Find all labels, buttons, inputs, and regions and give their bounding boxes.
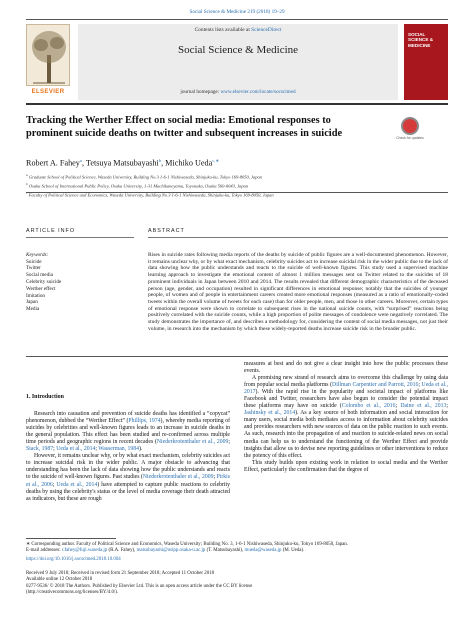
- author-affiliation-mark[interactable]: a: [79, 158, 82, 163]
- keyword-list: [26, 259, 126, 313]
- body-text: ;: [52, 481, 57, 488]
- abstract-bottom-divider: [26, 356, 448, 357]
- body-text: measures at best and do not give a clear insight into how the public processes these events.: [244, 361, 448, 375]
- keywords-heading: Keywords:: [26, 252, 49, 258]
- citation-link[interactable]: Dillman Carpentier and Parrott, 2016: [332, 382, 419, 389]
- article-info-heading: ARTICLE INFO: [26, 228, 76, 234]
- affiliation-text: Faculty of Political Science and Economics, Waseda University, Building No.3 1-6-1 Nishiwaseda, Shinjuku-ku, Tokyo 169-8050, Japan: [27, 192, 274, 198]
- keyword: Social media: [26, 272, 53, 279]
- article-title: Tracking the Werther Effect on social media: Emotional responses to prominent suicide deaths on twitter and subsequent increases in suicide: [26, 115, 343, 139]
- citation-link[interactable]: Pirkis et al., 2006: [26, 474, 230, 488]
- affiliation-text: Graduate School of Political Science, Waseda University, Building No.3 1-6-1 Nishiwaseda, Shinjuku-ku, Tokyo 169-8050, Japan: [27, 174, 262, 180]
- keyword: Werther effect: [26, 285, 56, 292]
- body-text: ).: [139, 446, 143, 453]
- footnotes: [26, 542, 448, 555]
- footnote-rule: [26, 538, 116, 539]
- keyword: Japan: [26, 299, 38, 306]
- body-paragraph: [26, 453, 230, 502]
- crossmark-label: Check for updates: [396, 136, 424, 140]
- section-title-introduction: 1. Introduction: [26, 394, 64, 400]
- elsevier-tree-icon: [26, 24, 70, 86]
- citation-link[interactable]: Niederkrotenthaler et al., 2009: [142, 474, 214, 481]
- body-column-right: [244, 361, 448, 474]
- email-link[interactable]: mueda@waseda.jp: [244, 548, 282, 554]
- author-list: [26, 158, 446, 168]
- affiliation: [26, 172, 446, 181]
- abstract-rule: [148, 237, 448, 238]
- citation-link[interactable]: Daine et al., 2013: [400, 403, 447, 410]
- abstract-text: Rises in suicide rates following media reports of the deaths by suicide of public figures are a well-documented phenomenon. However, it remains unclear why, or by what exact mechanism, celebrity suicides act to increase suicidal risk in the wider public due to the lack of data showing how the public understands and reacts to the suicide of well-known figures. This study used a supervised machine learning approach to investigate the emotional content of almost 1 million messages sent on Twitter related to the suicides of 18 prominent individuals in Japan between 2010 and 2014. The results revealed that different demographic characteristics of the deceased person (age, gender, and occupation) resulted in significant differences in emotional response; notably that the suicides of younger people, of women and of people in entertainment careers created more emotional responses (measured as a ratio of emotionally-coded tweets within the overall volume of tweets for each case) than for older people, men, and those in other careers. Moreover, certain types of emotional response were shown to correlate to subsequent rises in the national suicide counts, with “surprised” reactions being positively correlated with the suicide counts, while a high proportion of polite messages of condolence were negatively correlated. The study demonstrates the importance of, and describes a methodology for, considering the content of social media messages, not just their volume, in research into the mechanism by which these widely-reported deaths increase suicide risk in the broader public.: [148, 252, 448, 332]
- running-head: Social Science & Medicine 219 (2018) 19–29: [189, 9, 285, 15]
- body-text: ;: [446, 403, 448, 410]
- body-text: ), whereby media reporting of suicides by celebrities and well-known figures leads to an increase in suicide deaths in the general population. This effect has been studied and re-confirmed across multiple time periods and geographic regions in recent decades (: [26, 418, 230, 446]
- keyword: Imitation: [26, 292, 46, 299]
- author-name: Robert A. Fahey: [26, 158, 80, 168]
- email-prefix: E-mail addresses:: [26, 548, 62, 554]
- author-affiliation-mark[interactable]: b: [158, 158, 162, 163]
- citation-link[interactable]: Niederkrotenthaler et al., 2009: [156, 439, 229, 446]
- body-text: ;: [213, 474, 217, 481]
- email-owner: (T. Matsubayashi),: [205, 548, 245, 554]
- doi-link[interactable]: https://doi.org/10.1016/j.socscimed.2018.10.004: [26, 557, 121, 562]
- date-line: Received 9 July 2018; Received in revised form 21 September 2018; Accepted 11 October 2018: [26, 571, 215, 576]
- citation-link[interactable]: Jashinsky et al., 2014: [244, 410, 296, 417]
- keyword: Twitter: [26, 265, 41, 272]
- citation-link[interactable]: Stack, 1987: [26, 446, 54, 453]
- homepage-line: [78, 89, 398, 95]
- body-paragraph: [244, 361, 448, 375]
- body-text: ;: [95, 446, 99, 453]
- body-paragraph: [244, 460, 448, 474]
- body-text: A promising new strand of research aims to overcome this challenge by using data from popular social media platforms (: [244, 375, 448, 389]
- body-text: ;: [53, 446, 57, 453]
- affiliation-list: [26, 172, 446, 199]
- contents-line: [78, 27, 398, 33]
- affiliation-mark: c: [26, 191, 28, 196]
- body-text: ;: [228, 439, 230, 446]
- body-text: ). With the rapid rise in the popularity and societal impact of platforms like Facebook and Twitter, researchers have also begun to consider the potential impact these platforms may have on suicide (: [244, 389, 448, 410]
- date-line: (http://creativecommons.org/licenses/BY/4.0/).: [26, 590, 119, 596]
- body-text: ). As a key source of both information and social interaction for many users, social media both mediates access to information about celebrity suicides and provides researchers with new sources of data on the public reaction to such events. As such, research into the propagation of and reaction to suicide-related news on social media can help us to understand the functioning of the Werther Effect and provide insights that allow us to devise new reporting guidelines or other interventions to reduce the potency of this effect.: [244, 410, 448, 459]
- body-text: This study builds upon existing work in relation to social media and the Werther Effect, particularly the confirmation that the degree of: [244, 459, 448, 473]
- crossmark-button[interactable]: [396, 117, 424, 145]
- elsevier-logo[interactable]: [26, 24, 70, 98]
- keyword: Media: [26, 306, 40, 313]
- body-paragraph: [26, 411, 230, 453]
- article-info-rule: [26, 237, 134, 238]
- journal-masthead: [26, 19, 448, 105]
- body-text: ;: [418, 382, 422, 389]
- contents-prefix: Contents lists available at: [194, 27, 252, 33]
- author-affiliation-mark[interactable]: c,∗: [212, 158, 220, 163]
- masthead-center: [78, 24, 398, 100]
- citation-link[interactable]: Phillips, 1974: [128, 418, 161, 425]
- body-text: However, it remains unclear why, or by what exact mechanism, celebrity suicides act to increase suicidal risk in the wider public. A major obstacle to advancing that understanding has been the lack of data showing how the public understands and reacts to the suicide of well-known figures. Past studies (: [26, 453, 230, 481]
- body-paragraph: [244, 375, 448, 460]
- affiliation-text: Osaka School of International Public Policy, Osaka University, 1-31 Machikaneyama, Toyonaka, Osaka 560-0043, Japan: [27, 183, 249, 189]
- date-line: Available online 12 October 2018: [26, 577, 93, 583]
- journal-title: Social Science & Medicine: [177, 44, 299, 56]
- corresponding-author-note: ∗ Corresponding author. Faculty of Political Science and Economics, Waseda University; Building No. 3, 1-6-1 Nishiwaseda, Shinjuku-ku, Tokyo 169-8050, Japan.: [26, 542, 348, 547]
- homepage-link[interactable]: www.elsevier.com/locate/socscimed: [220, 89, 296, 95]
- homepage-prefix: journal homepage:: [180, 89, 221, 95]
- citation-link[interactable]: Wasserman, 1984: [98, 446, 140, 453]
- body-text: Research into causation and prevention of suicide deaths has identified a “copycat” phenomenon, dubbed the “Werther Effect” (: [26, 411, 230, 425]
- affiliation-mark: b: [26, 182, 28, 187]
- body-column-left: [26, 394, 230, 503]
- author-name: Tetsuya Matsubayashi: [85, 158, 159, 168]
- publication-dates: [26, 571, 448, 597]
- email-link[interactable]: matsubayashi@osipp.osaka-u.ac.jp: [136, 548, 206, 554]
- date-line: 0277-9536/ © 2018 The Authors. Published by Elsevier Ltd. This is an open access article under the CC BY license: [26, 583, 253, 589]
- sciencedirect-link[interactable]: ScienceDirect: [251, 27, 282, 33]
- citation-link[interactable]: Ueda et al., 2017: [244, 382, 449, 396]
- journal-cover-thumbnail[interactable]: [404, 24, 448, 100]
- author-separator: ,: [81, 158, 86, 168]
- citation-link[interactable]: Ueda et al., 2014: [56, 446, 96, 453]
- keyword: Suicide: [26, 258, 42, 265]
- abstract-heading: ABSTRACT: [148, 228, 185, 234]
- affiliation: [26, 181, 446, 190]
- cover-title: SOCIAL SCIENCE & MEDICINE: [408, 32, 434, 48]
- keywords-block: [26, 252, 126, 313]
- email-owner: (R.A. Fahey),: [107, 548, 137, 554]
- elsevier-wordmark: ELSEVIER: [31, 89, 65, 95]
- author-name: Michiko Ueda: [165, 158, 213, 168]
- email-addresses: [26, 548, 448, 554]
- email-link[interactable]: r.fahey@fuji.waseda.jp: [61, 548, 108, 554]
- affiliation-mark: a: [26, 173, 28, 177]
- crossmark-icon: [401, 117, 419, 135]
- author-separator: ,: [161, 158, 166, 168]
- citation-link[interactable]: Ueda et al., 2014: [56, 481, 98, 488]
- keyword: Celebrity suicide: [26, 278, 62, 285]
- body-text: ;: [395, 403, 401, 410]
- body-text: ) have attempted to capture public reactions to celebrity deaths by using the celebrity's status or the level of media coverage their death attracted as indicators, but these are rough: [26, 481, 230, 502]
- email-owner: (M. Ueda).: [281, 548, 305, 554]
- citation-link[interactable]: Colombo et al., 2016: [341, 403, 396, 410]
